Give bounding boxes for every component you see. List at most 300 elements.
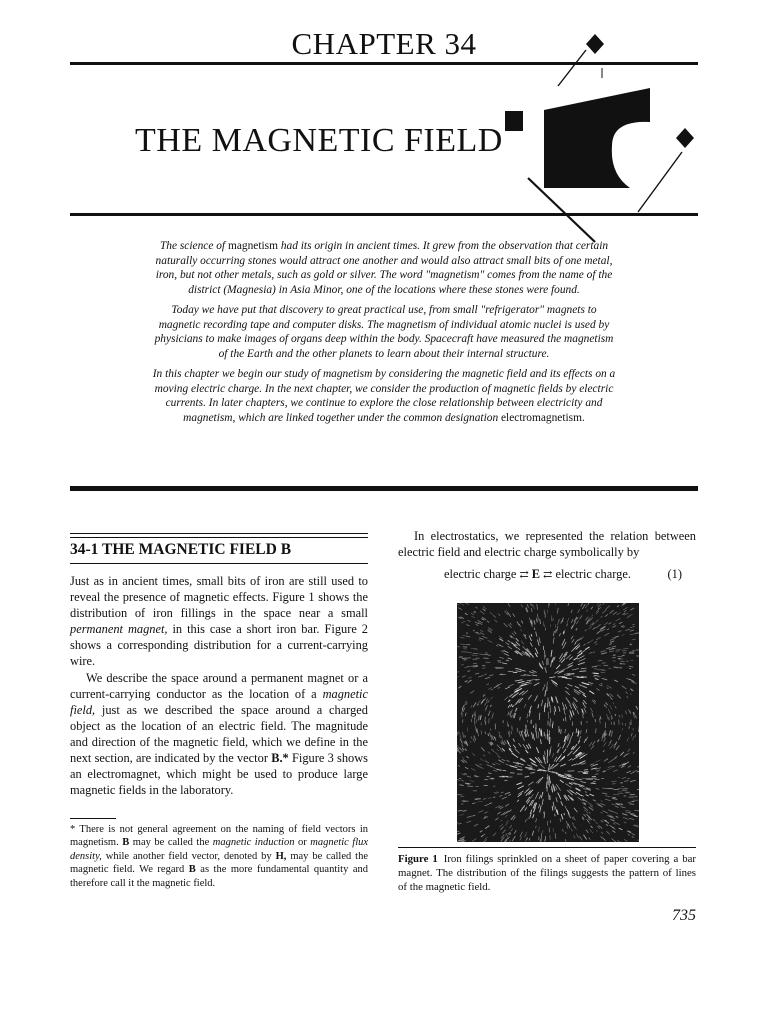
iron-filing	[630, 693, 632, 695]
iron-filing	[502, 663, 507, 664]
iron-filing	[495, 763, 500, 765]
iron-filing	[485, 761, 489, 763]
iron-filing	[576, 628, 577, 630]
iron-filing	[505, 687, 510, 689]
iron-filing	[568, 684, 573, 686]
iron-filing	[590, 794, 595, 796]
iron-filing	[591, 708, 593, 712]
iron-filing	[615, 714, 616, 716]
iron-filing	[457, 604, 459, 606]
iron-filing	[572, 639, 574, 642]
iron-filing	[589, 652, 592, 653]
iron-filing	[627, 753, 629, 755]
section-body	[70, 573, 368, 798]
iron-filing	[556, 629, 557, 632]
iron-filing	[504, 653, 509, 655]
iron-filing	[595, 644, 597, 645]
iron-filing	[588, 818, 590, 820]
iron-filing	[610, 641, 614, 643]
iron-filing	[532, 831, 533, 836]
iron-filing	[555, 706, 556, 711]
iron-filing	[556, 797, 557, 802]
iron-filing	[493, 768, 497, 769]
iron-filing	[497, 812, 500, 814]
iron-filing	[589, 812, 591, 813]
iron-filing	[624, 781, 628, 782]
iron-filing	[621, 626, 624, 627]
iron-filing	[514, 830, 516, 833]
iron-filing	[615, 619, 620, 622]
chapter-title: THE MAGNETIC FIELD	[135, 122, 503, 159]
iron-filing	[624, 754, 628, 757]
iron-filing	[585, 647, 589, 650]
iron-filing	[524, 704, 526, 708]
iron-filing	[502, 830, 505, 834]
iron-filing	[613, 770, 618, 772]
iron-filing	[552, 657, 553, 662]
iron-filing	[500, 748, 501, 750]
section-rule	[70, 533, 368, 534]
iron-filing	[601, 801, 603, 802]
iron-filing	[610, 825, 615, 828]
iron-filing	[563, 749, 566, 753]
iron-filing	[621, 807, 626, 808]
iron-filing	[579, 690, 585, 694]
iron-filing	[508, 712, 509, 716]
iron-filing	[626, 812, 631, 813]
iron-filing	[512, 715, 513, 718]
iron-filing	[475, 673, 479, 674]
iron-filing	[468, 677, 471, 678]
iron-filing	[457, 833, 460, 835]
iron-filing	[459, 778, 461, 779]
section-rule	[70, 563, 368, 564]
iron-filing	[567, 826, 568, 829]
iron-filing	[461, 665, 464, 666]
iron-filing	[575, 639, 578, 643]
iron-filing	[606, 702, 608, 705]
iron-filing	[633, 752, 635, 754]
iron-filing	[580, 730, 581, 734]
iron-filing	[603, 838, 606, 841]
iron-filing	[571, 764, 577, 766]
iron-filing	[623, 627, 626, 628]
iron-filing	[633, 624, 635, 625]
iron-filing	[475, 607, 477, 609]
iron-filing	[483, 839, 487, 842]
iron-filing	[562, 829, 563, 832]
iron-filing	[476, 729, 477, 733]
iron-filing	[473, 630, 475, 631]
iron-filing	[491, 738, 492, 740]
iron-filing	[571, 610, 572, 613]
iron-filing	[573, 817, 575, 821]
iron-filing	[542, 661, 544, 665]
iron-filing	[535, 757, 540, 763]
iron-filing	[536, 826, 537, 828]
iron-filing	[505, 815, 508, 817]
iron-filing	[630, 608, 634, 610]
iron-filing	[604, 633, 609, 636]
iron-filing	[567, 751, 572, 756]
iron-filing	[532, 604, 533, 606]
iron-filing	[515, 680, 523, 681]
iron-filing	[553, 637, 554, 643]
iron-filing	[619, 715, 620, 718]
iron-filing	[459, 603, 464, 605]
iron-filing	[609, 610, 613, 613]
iron-filing	[611, 781, 616, 782]
iron-filing	[579, 671, 586, 672]
iron-filing	[593, 800, 596, 802]
iron-filing	[528, 734, 529, 736]
iron-filing	[542, 799, 543, 805]
iron-filing	[468, 671, 471, 672]
iron-filing	[586, 795, 589, 797]
iron-filing	[498, 662, 502, 663]
iron-filing	[509, 840, 510, 842]
iron-filing	[589, 742, 592, 746]
iron-filing	[565, 832, 566, 834]
iron-filing	[630, 634, 636, 635]
iron-filing	[458, 810, 463, 811]
iron-filing	[526, 745, 529, 749]
iron-filing	[527, 729, 528, 734]
iron-filing	[591, 765, 596, 767]
iron-filing	[543, 646, 544, 650]
iron-filing	[573, 622, 576, 627]
iron-filing	[462, 713, 463, 717]
iron-filing	[496, 769, 501, 770]
iron-filing	[498, 756, 501, 758]
iron-filing	[472, 839, 476, 842]
iron-filing	[482, 636, 487, 638]
iron-filing	[622, 635, 625, 636]
iron-filing	[591, 745, 594, 749]
iron-filing	[508, 641, 510, 642]
iron-filing	[601, 672, 605, 673]
iron-filing	[607, 714, 608, 719]
iron-filing	[531, 732, 533, 739]
iron-filing	[473, 738, 475, 742]
iron-filing	[619, 735, 621, 740]
iron-filing	[487, 684, 489, 685]
iron-filing	[605, 796, 610, 797]
iron-filing	[628, 766, 631, 768]
iron-filing	[596, 637, 601, 640]
iron-filing	[552, 753, 553, 757]
iron-filing	[505, 764, 509, 765]
iron-filing	[508, 603, 510, 607]
iron-filing	[539, 663, 543, 669]
iron-filing	[493, 797, 495, 798]
iron-filing	[606, 606, 610, 610]
iron-filing	[596, 764, 598, 765]
iron-filing	[461, 711, 462, 715]
iron-filing	[457, 831, 459, 833]
iron-filing	[487, 776, 490, 777]
iron-filing	[517, 800, 519, 802]
iron-filing	[489, 732, 491, 738]
iron-filing	[601, 653, 607, 654]
iron-filing	[521, 641, 524, 645]
iron-filing	[589, 626, 592, 629]
iron-filing	[571, 619, 573, 623]
iron-filing	[607, 629, 609, 630]
iron-filing	[479, 638, 484, 640]
iron-filing	[572, 732, 573, 736]
body-paragraph: Just as in ancient times, small bits of iron are still used to reveal the presence of magnetic effects. Figure 1 shows the distribution of iron fillings in the space near a small permanent magnet, in this case a short iron bar. Figure 2 shows a corresponding distribution for a current-carrying wire.	[70, 574, 368, 669]
iron-filing	[470, 781, 474, 782]
iron-filing	[557, 810, 558, 815]
iron-filing	[563, 742, 566, 748]
iron-filing	[560, 819, 561, 822]
iron-filing	[500, 749, 503, 752]
iron-filing	[595, 728, 596, 733]
iron-filing	[493, 770, 497, 771]
iron-filing	[471, 616, 475, 618]
iron-filing	[457, 841, 459, 842]
iron-filing	[480, 764, 482, 765]
iron-filing	[458, 765, 460, 766]
iron-filing	[611, 804, 615, 805]
iron-filing	[601, 651, 606, 653]
iron-filing	[505, 804, 509, 807]
intro-rule	[70, 486, 698, 491]
iron-filing	[584, 814, 586, 817]
iron-filing	[458, 750, 461, 753]
iron-filing	[599, 685, 602, 687]
iron-filing	[628, 614, 632, 616]
iron-filing	[555, 833, 556, 839]
iron-filing	[541, 700, 542, 707]
iron-filing	[635, 734, 636, 737]
iron-filing	[501, 792, 504, 793]
iron-filing	[511, 731, 512, 734]
iron-filing	[572, 669, 579, 671]
iron-filing	[581, 668, 587, 669]
iron-filing	[627, 696, 629, 698]
iron-filing	[523, 737, 525, 741]
iron-filing	[592, 741, 595, 745]
iron-filing	[622, 714, 623, 718]
iron-filing	[585, 604, 587, 608]
iron-filing	[558, 620, 559, 625]
iron-filing	[581, 603, 584, 606]
iron-filing	[562, 639, 565, 645]
iron-filing	[530, 653, 534, 658]
iron-filing	[466, 633, 468, 634]
iron-filing	[553, 802, 554, 807]
iron-filing	[630, 780, 636, 782]
iron-filing	[631, 733, 632, 737]
body-paragraph: In electrostatics, we represented the relation between electric field and electric charge symbolically by	[398, 529, 696, 560]
iron-filing	[490, 612, 493, 614]
iron-filing	[510, 704, 512, 707]
iron-filing	[461, 644, 466, 645]
iron-filing	[596, 611, 599, 614]
iron-filing	[612, 830, 615, 832]
iron-filing	[485, 731, 486, 734]
iron-filing	[472, 803, 476, 804]
iron-filing	[538, 704, 539, 708]
iron-filing	[518, 648, 521, 650]
iron-filing	[601, 812, 603, 813]
iron-filing	[478, 766, 483, 768]
iron-filing	[499, 639, 503, 642]
iron-filing	[601, 616, 603, 618]
iron-filing	[501, 820, 503, 821]
iron-filing	[466, 636, 471, 637]
iron-filing	[622, 814, 627, 816]
iron-filing	[485, 654, 489, 655]
iron-filing	[492, 764, 495, 765]
iron-filing	[627, 617, 630, 618]
iron-filing	[481, 730, 482, 734]
iron-filing	[583, 694, 587, 697]
iron-filing	[512, 753, 518, 758]
iron-filing	[556, 697, 558, 704]
iron-filing	[510, 715, 511, 717]
iron-filing	[626, 692, 628, 694]
iron-filing	[483, 698, 486, 702]
iron-filing	[586, 830, 589, 833]
iron-filing	[578, 609, 580, 613]
iron-filing	[585, 617, 588, 621]
iron-filing	[487, 621, 490, 623]
iron-filing	[619, 668, 622, 669]
iron-filing	[602, 610, 606, 614]
iron-filing	[590, 805, 593, 807]
iron-filing	[603, 750, 605, 752]
iron-filing	[517, 783, 523, 785]
iron-filing	[607, 688, 609, 689]
iron-filing	[474, 824, 478, 826]
iron-filing	[572, 823, 573, 825]
iron-filing	[471, 736, 472, 739]
iron-filing	[545, 690, 546, 696]
iron-filing	[622, 613, 625, 615]
iron-filing	[604, 705, 605, 707]
iron-filing	[560, 780, 564, 783]
iron-filing	[610, 687, 612, 688]
iron-filing	[499, 735, 500, 738]
iron-filing	[551, 697, 552, 701]
iron-filing	[568, 603, 569, 606]
iron-filing	[628, 834, 630, 835]
iron-filing	[540, 805, 541, 812]
iron-filing	[547, 774, 548, 779]
iron-filing	[505, 823, 508, 826]
iron-filing	[607, 768, 612, 770]
iron-filing	[539, 827, 540, 832]
iron-filing	[540, 764, 545, 769]
iron-filing	[626, 771, 631, 773]
iron-filing	[478, 716, 479, 721]
iron-filing	[637, 766, 639, 768]
iron-filing	[510, 623, 512, 625]
iron-filing	[585, 792, 587, 793]
iron-filing	[558, 793, 561, 800]
iron-filing	[485, 717, 486, 722]
iron-filing	[536, 632, 537, 637]
iron-filing	[561, 729, 562, 734]
iron-filing	[606, 648, 610, 649]
iron-filing	[554, 763, 559, 767]
iron-filing	[497, 683, 502, 685]
iron-filing	[564, 813, 565, 815]
iron-filing	[494, 686, 499, 688]
iron-filing	[602, 793, 607, 794]
iron-filing	[530, 642, 532, 646]
iron-filing	[528, 744, 531, 749]
iron-filing	[515, 699, 520, 705]
footnote-rule	[70, 818, 116, 819]
iron-filing	[564, 774, 571, 775]
iron-filing	[460, 637, 465, 638]
iron-filing	[527, 714, 528, 719]
iron-filing	[600, 718, 601, 723]
iron-filing	[590, 764, 594, 765]
iron-filing	[527, 765, 532, 767]
iron-filing	[634, 810, 639, 811]
iron-filing	[616, 651, 620, 652]
iron-filing	[613, 794, 619, 795]
iron-filing	[569, 657, 573, 660]
iron-filing	[613, 624, 615, 625]
iron-filing	[505, 811, 508, 814]
iron-filing	[536, 731, 537, 739]
iron-filing	[518, 786, 524, 789]
iron-filing	[573, 710, 575, 715]
iron-filing	[597, 630, 602, 633]
iron-filing	[509, 825, 511, 828]
iron-filing	[479, 640, 481, 641]
iron-filing	[619, 622, 623, 624]
iron-filing	[624, 822, 627, 823]
iron-filing	[457, 823, 459, 824]
iron-filing	[477, 731, 478, 736]
iron-filing	[505, 792, 510, 794]
iron-filing	[499, 795, 502, 796]
iron-filing	[638, 840, 639, 841]
iron-filing	[606, 831, 610, 834]
iron-filing	[484, 702, 487, 706]
page-number: 735	[672, 907, 696, 924]
iron-filing	[612, 646, 617, 647]
iron-filing	[525, 732, 526, 737]
iron-filing	[508, 612, 511, 617]
iron-filing	[627, 778, 630, 779]
iron-filing	[632, 674, 635, 675]
iron-filing	[532, 764, 538, 767]
iron-filing	[458, 686, 461, 688]
iron-filing	[589, 691, 593, 694]
intro-paragraph: In this chapter we begin our study of magnetism by considering the magnetic field and its effects on a moving electric charge. In the next chapter, we consider the production of magnetic fields by electric currents. In later chapters, we continue to explore the close relationship between electricity and magnetism, which are linked together under the common designation electromagnetism.	[152, 368, 616, 424]
iron-filing	[519, 731, 520, 736]
iron-filing	[622, 777, 627, 778]
iron-filing	[460, 739, 462, 744]
iron-filing	[594, 675, 599, 676]
iron-filing	[488, 773, 492, 774]
iron-filing	[521, 620, 523, 623]
iron-filing	[588, 682, 593, 684]
iron-filing	[582, 778, 588, 779]
iron-filing	[596, 822, 598, 824]
iron-filing	[613, 823, 615, 824]
iron-filing	[488, 798, 492, 799]
iron-filing	[515, 708, 517, 712]
